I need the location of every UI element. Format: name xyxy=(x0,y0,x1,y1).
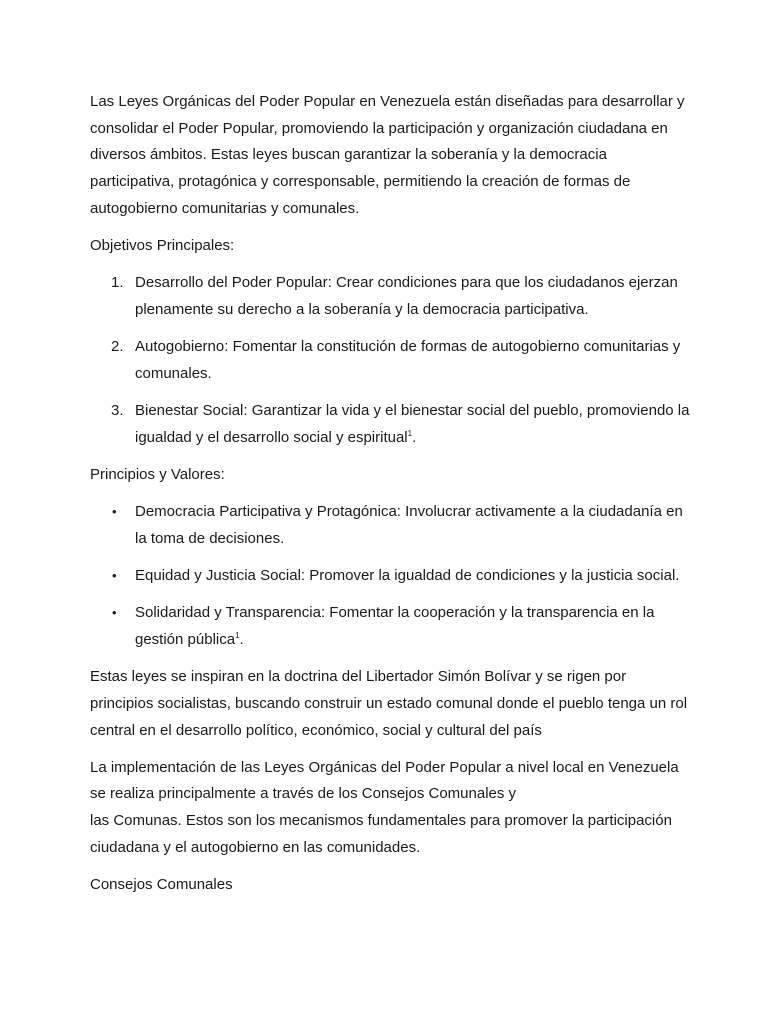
document-page xyxy=(90,89,690,909)
principle-item xyxy=(90,499,690,552)
section-heading-consejos: Consejos Comunales xyxy=(90,876,233,894)
list-number: 3. xyxy=(111,402,124,420)
objective-item xyxy=(90,398,690,451)
implementation-paragraph xyxy=(90,755,690,862)
implementation-line-1: La implementación de las Leyes Orgánicas del Poder Popular a nivel local en Venezuela se realiza principalmente a través de los Consejos Comunales y xyxy=(90,758,679,803)
bolivar-paragraph: Estas leyes se inspiran en la doctrina del Libertador Simón Bolívar y se rigen por principios socialistas, buscando construir un estado comunal donde el pueblo tenga un rol central en el desarrollo político, económico, social y cultural del país xyxy=(90,668,688,739)
principle-text: Democracia Participativa y Protagónica: Involucrar activamente a la ciudadanía en la toma de decisiones. xyxy=(135,503,683,547)
footnote-reference[interactable]: 1 xyxy=(235,630,240,640)
principle-end-punct: . xyxy=(239,630,244,648)
principles-list xyxy=(90,499,690,654)
principle-item xyxy=(90,563,690,590)
objective-text: Desarrollo del Poder Popular: Crear condiciones para que los ciudadanos ejerzan plenamente su derecho a la soberanía y la democracia participativa. xyxy=(135,274,678,318)
principle-text: Solidaridad y Transparencia: Fomentar la cooperación y la transparencia en la gestión pública xyxy=(135,604,655,648)
footnote-reference[interactable]: 1 xyxy=(407,428,413,438)
principle-text: Equidad y Justicia Social: Promover la igualdad de condiciones y la justicia social. xyxy=(135,567,680,585)
principles-heading: Principios y Valores: xyxy=(90,465,225,483)
intro-paragraph: Las Leyes Orgánicas del Poder Popular en Venezuela están diseñadas para desarrollar y consolidar el Poder Popular, promoviendo la participación y organización ciudadana en diversos ámbitos. Estas leyes buscan garantizar la soberanía y la democracia participativa, protagónica y corresponsable, permitiendo la creación de formas de autogobierno comunitarias y comunales. xyxy=(90,93,685,217)
implementation-line-2: las Comunas. Estos son los mecanismos fundamentales para promover la participación ciudadana y el autogobierno en las comunidades. xyxy=(90,812,672,856)
objective-text: Bienestar Social: Garantizar la vida y el bienestar social del pueblo, promoviendo la igualdad y el desarrollo social y espiritual xyxy=(135,402,690,446)
objectives-list xyxy=(90,270,690,451)
list-number: 2. xyxy=(111,338,124,356)
principle-item xyxy=(90,600,690,653)
bullet-icon: • xyxy=(112,568,117,584)
list-number: 1. xyxy=(111,274,124,292)
objective-text: Autogobierno: Fomentar la constitución de formas de autogobierno comunitarias y comunales. xyxy=(135,338,681,382)
objective-end-punct: . xyxy=(412,428,417,446)
objectives-heading: Objetivos Principales: xyxy=(90,237,235,255)
bullet-icon: • xyxy=(112,605,117,621)
bullet-icon: • xyxy=(112,504,117,520)
objective-item xyxy=(90,270,690,323)
objective-item xyxy=(90,334,690,387)
